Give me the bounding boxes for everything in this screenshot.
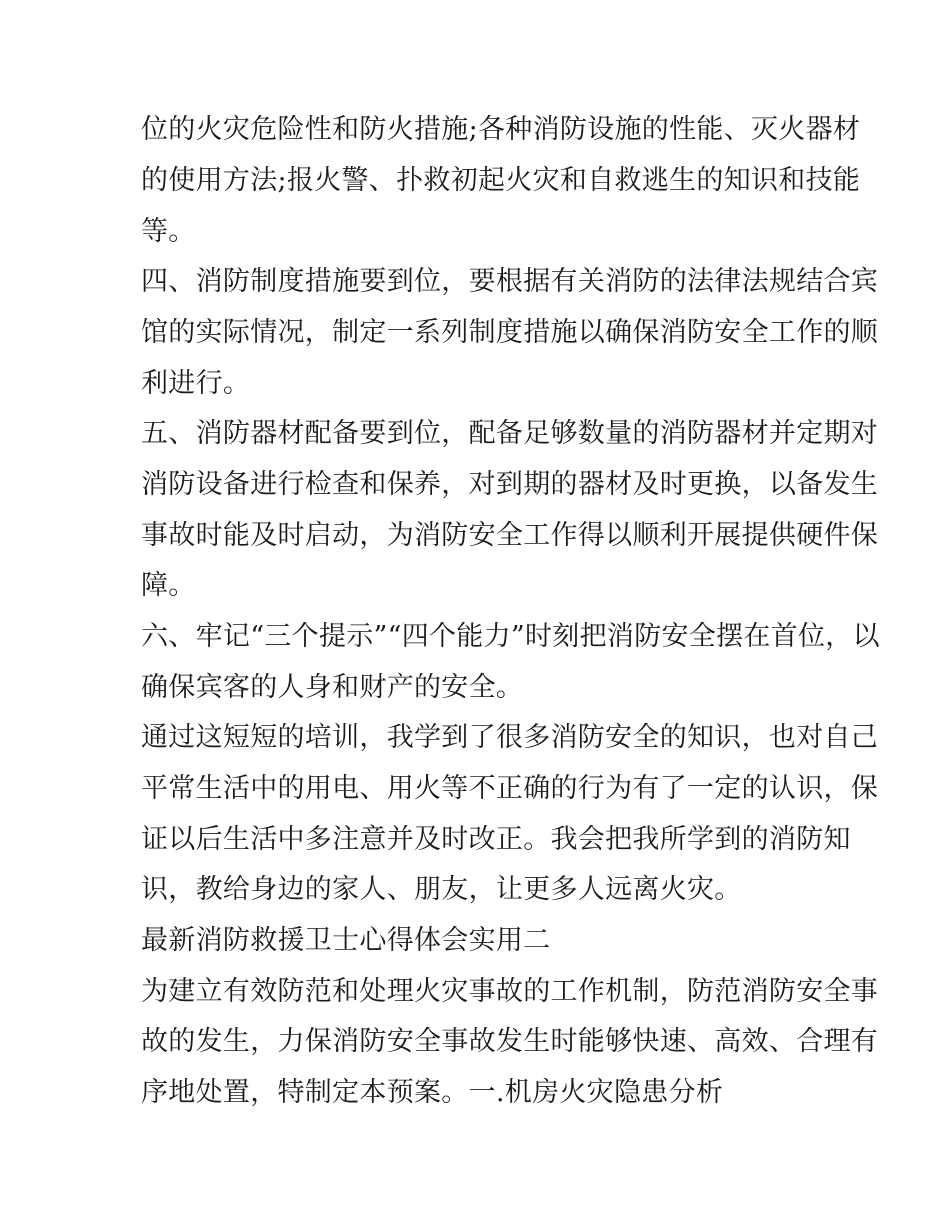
- text-line: 序地处置，特制定本预案。一.机房火灾隐患分析: [141, 1077, 724, 1108]
- text-line: 平常生活中的用电、用火等不正确的行为有了一定的认识，保: [141, 773, 879, 804]
- text-line: 五、消防器材配备要到位，配备足够数量的消防器材并定期对: [141, 418, 879, 449]
- text-line: 为建立有效防范和处理火灾事故的工作机制，防范消防安全事: [141, 976, 879, 1007]
- text-line: 六、牢记“三个提示”“四个能力”时刻把消防安全摆在首位，以: [141, 621, 880, 652]
- text-line: 故的发生，力保消防安全事故发生时能够快速、高效、合理有: [141, 1026, 879, 1057]
- text-line: 利进行。: [141, 368, 251, 399]
- text-line: 障。: [141, 570, 196, 601]
- text-line: 馆的实际情况，制定一系列制度措施以确保消防安全工作的顺: [141, 317, 879, 348]
- text-line: 消防设备进行检查和保养，对到期的器材及时更换，以备发生: [141, 469, 879, 500]
- text-line: 四、消防制度措施要到位，要根据有关消防的法律法规结合宾: [141, 266, 879, 297]
- text-line: 识，教给身边的家人、朋友，让更多人远离火灾。: [141, 874, 742, 905]
- text-line: 通过这短短的培训，我学到了很多消防安全的知识，也对自己: [141, 722, 879, 753]
- text-line: 的使用方法;报火警、扑救初起火灾和自救逃生的知识和技能: [141, 165, 861, 196]
- text-line: 等。: [141, 216, 196, 247]
- text-line: 事故时能及时启动，为消防安全工作得以顺利开展提供硬件保: [141, 520, 879, 551]
- text-line: 确保宾客的人身和财产的安全。: [141, 672, 524, 703]
- text-line: 位的火灾危险性和防火措施;各种消防设施的性能、灭火器材: [141, 114, 861, 145]
- text-line: 证以后生活中多注意并及时改正。我会把我所学到的消防知: [141, 824, 851, 855]
- section-heading: 最新消防救援卫士心得体会实用二: [141, 925, 551, 956]
